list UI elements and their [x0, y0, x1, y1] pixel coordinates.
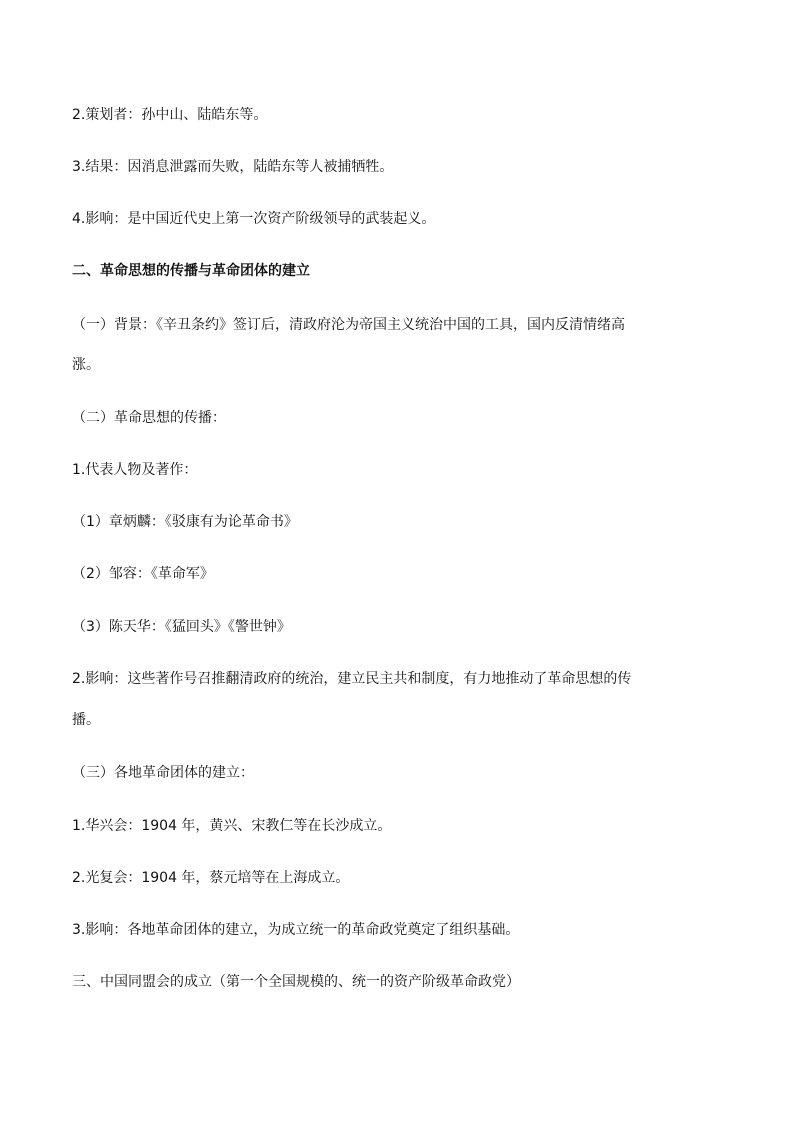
text-line-background: （一）背景：《辛丑条约》签订后，清政府沦为帝国主义统治中国的工具，国内反清情绪高: [72, 317, 625, 333]
text-line-impact-2: 2.影响：这些著作号召推翻清政府的统治，建立民主共和制度，有力地推动了革命思想的传: [72, 671, 632, 687]
text-line-impact: 4.影响：是中国近代史上第一次资产阶级领导的武装起义。: [72, 211, 436, 227]
list-item-1: （1）章炳麟：《驳康有为论革命书》: [72, 514, 298, 530]
list-item-3: （3）陈天华：《猛回头》《警世钟》: [72, 619, 291, 635]
text-line-impact-3: 3.影响：各地革命团体的建立，为成立统一的革命政党奠定了组织基础。: [72, 922, 520, 938]
section-heading-3: 三、中国同盟会的成立（第一个全国规模的、统一的资产阶级革命政党）: [72, 974, 520, 990]
text-line-background-cont: 涨。: [72, 357, 100, 373]
subsection-heading-2: （二）革命思想的传播：: [72, 410, 226, 426]
text-line-planner: 2.策划者：孙中山、陆皓东等。: [72, 107, 268, 123]
text-line-impact-2-cont: 播。: [72, 712, 100, 728]
text-line-result: 3.结果：因消息泄露而失败，陆皓东等人被捕牺牲。: [72, 159, 394, 175]
text-line-huaxinghui: 1.华兴会：1904 年，黄兴、宋教仁等在长沙成立。: [72, 818, 392, 834]
section-heading-2: 二、革命思想的传播与革命团体的建立: [72, 263, 310, 279]
list-item-2: （2）邹容：《革命军》: [72, 566, 214, 582]
text-line-guangfuhui: 2.光复会：1904 年，蔡元培等在上海成立。: [72, 870, 350, 886]
subsection-heading-3: （三）各地革命团体的建立：: [72, 765, 254, 781]
text-line-representatives: 1.代表人物及著作：: [72, 462, 198, 478]
